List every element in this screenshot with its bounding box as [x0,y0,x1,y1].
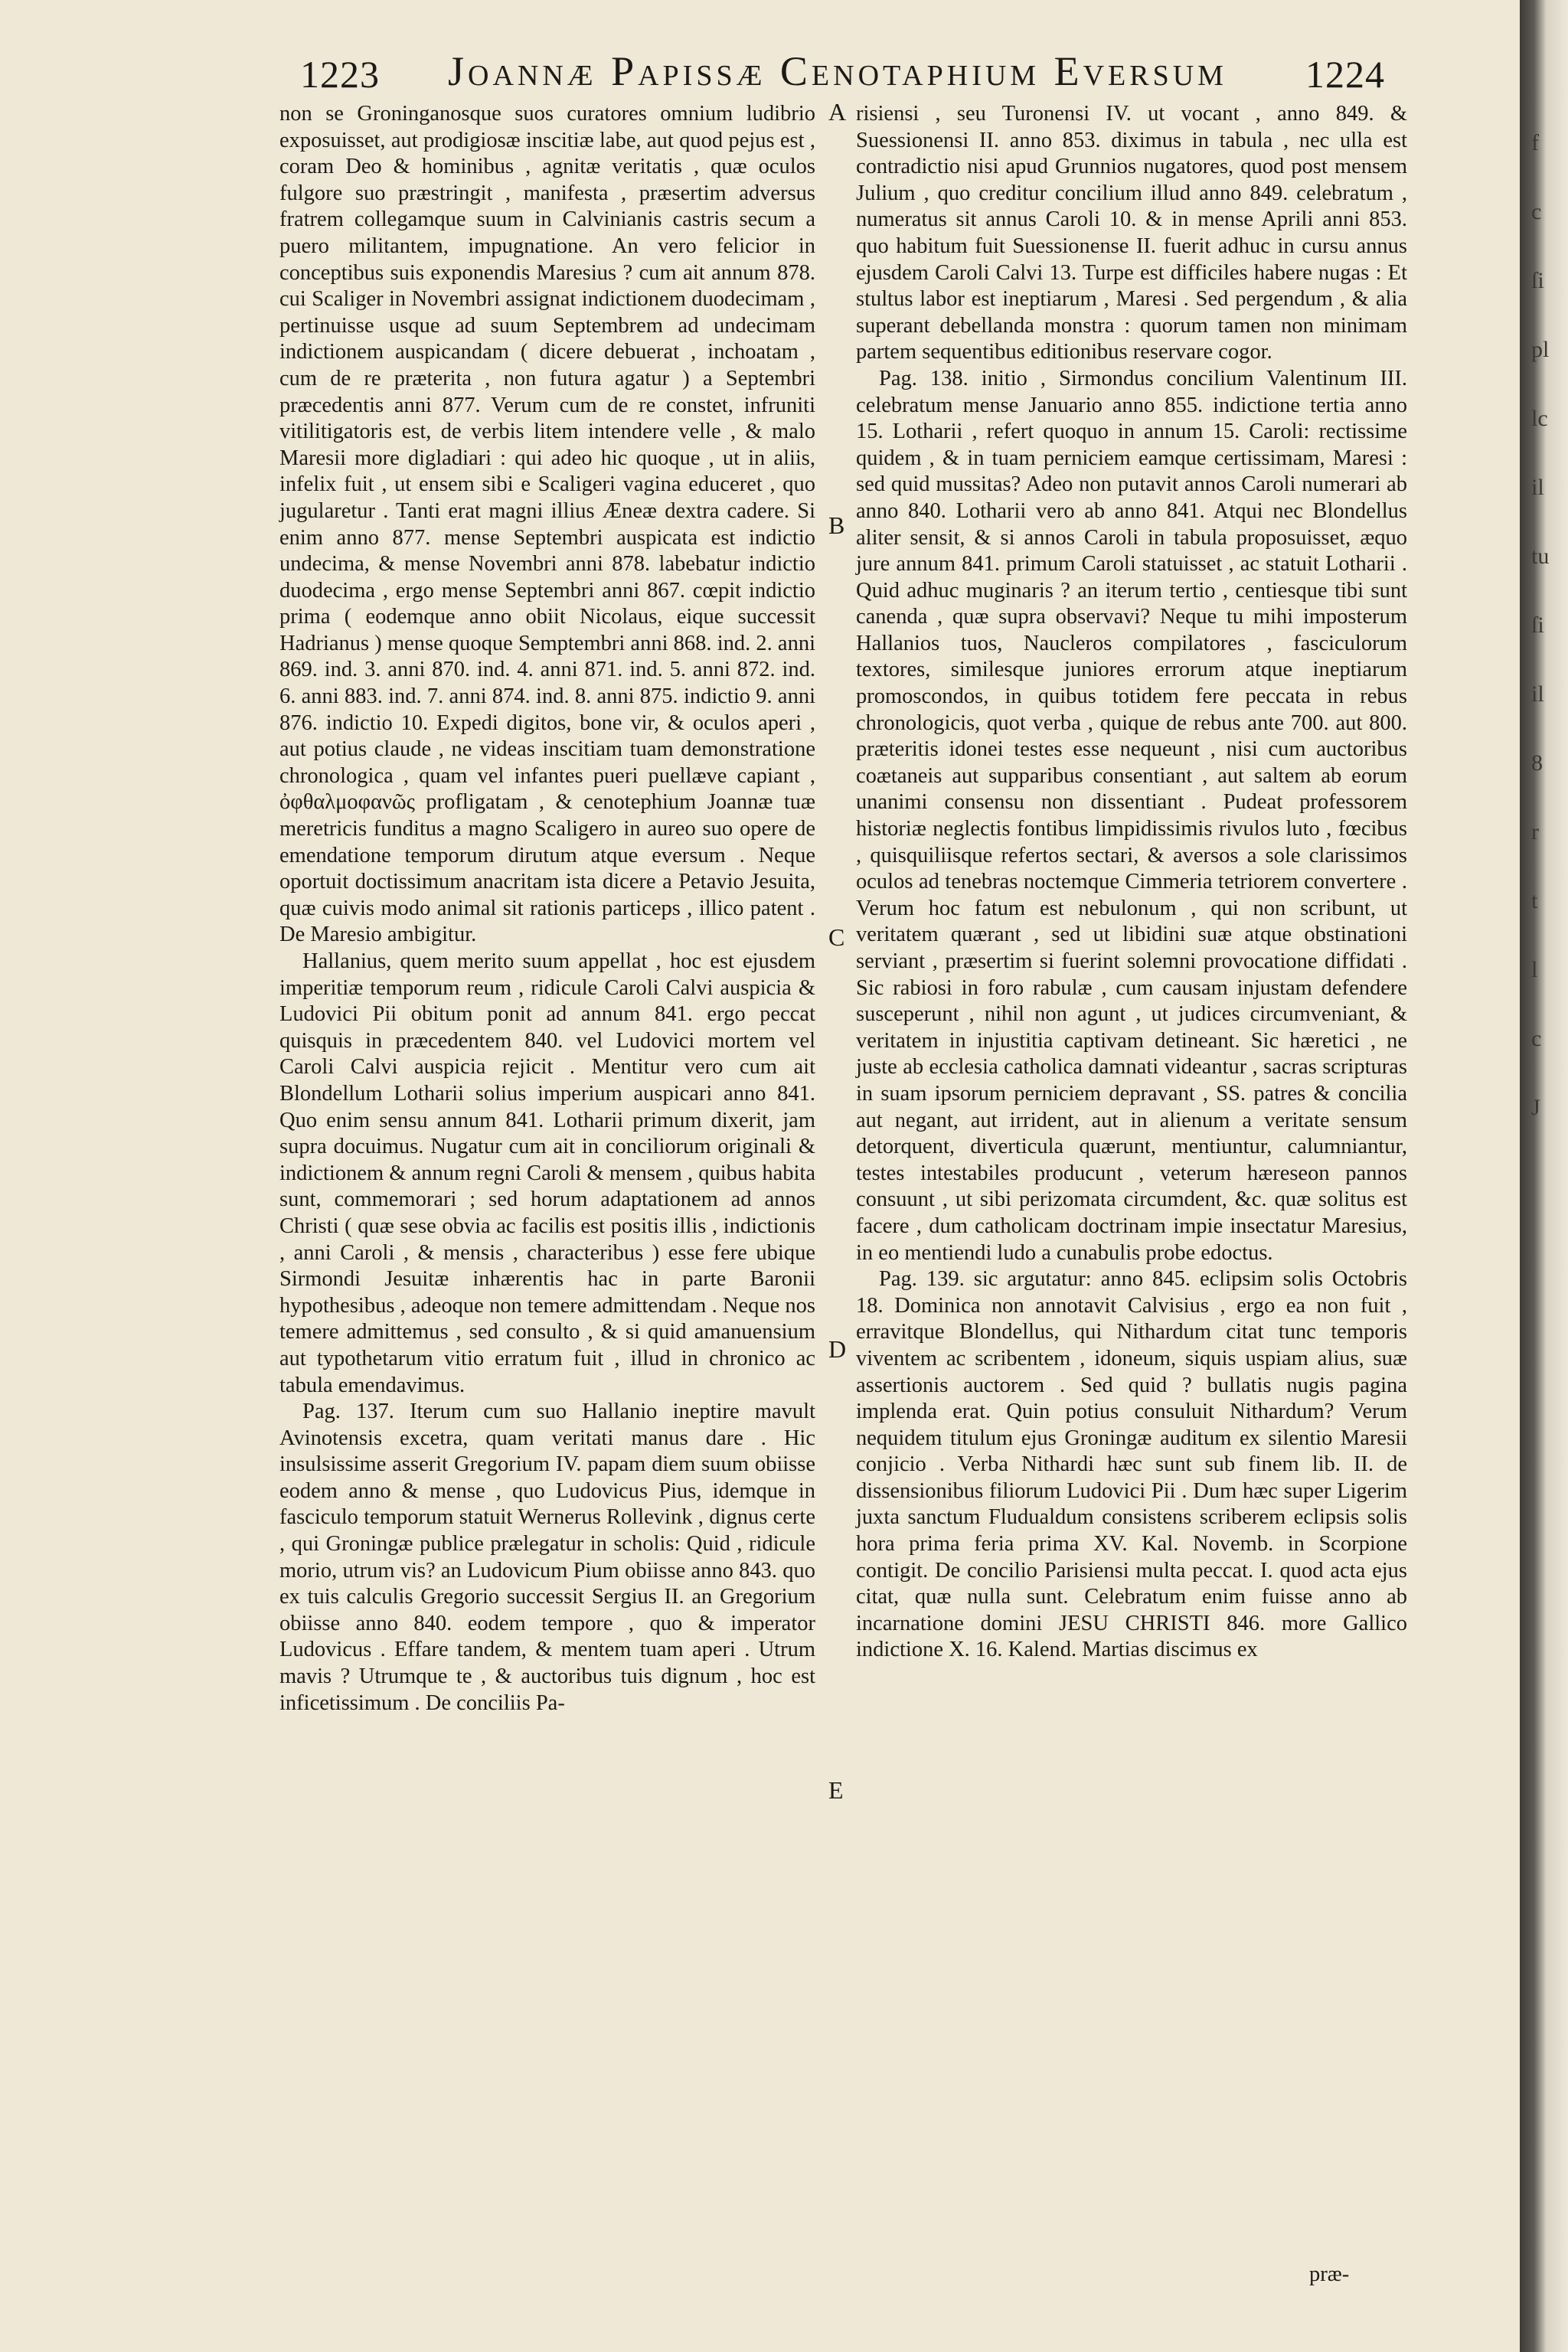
left-column [279,101,815,1717]
page-header [0,47,1520,101]
adjacent-fragment: l [1531,957,1538,982]
catchword: præ- [1309,2262,1350,2286]
adjacent-fragment: ſi [1531,612,1544,638]
margin-marker-d: D [828,1335,847,1363]
adjacent-fragment: ſi [1531,268,1544,293]
adjacent-page-fragments [1531,130,1568,1164]
adjacent-fragment: t [1531,888,1538,913]
adjacent-fragment: il [1531,681,1544,707]
margin-marker-a: A [828,98,847,126]
right-paragraph-3: Pag. 139. sic argutatur: anno 845. eclipsim solis Octobris 18. Dominica non annotavit Calvisius , ergo ea non fuit , erravitque Blondellus, qui Nithardum citat tunc temporis viventem ac scribentem , idoneum, siquis uspiam alius, suæ assertionis auctorem . Sed quid ? bullatis nugis pagina implenda erat. Quin potius consuluit Nithardum? Verum nequidem titulum ejus Groningæ auditum ex silentio Maresii conjicio . Verba Nithardi hæc sunt sub finem lib. II. de dissensionibus filiorum Ludovici Pii . Dum hæc super Ligerim juxta sanctum Fludualdum consistens scriberem eclipsis solis hora prima feria prima XV. Kal. Novemb. in Scorpione contigit. De concilio Parisiensi multa peccat. I. quod acta ejus citat, quæ nulla sunt. Celebratum enim fuisse anno ab incarnatione domini JESU CHRISTI 846. more Gallico indictione X. 16. Kalend. Martias discimus ex [856,1267,1407,1662]
right-paragraph-1: risiensi , seu Turonensi IV. ut vocant , anno 849. & Suessionensi II. anno 853. diximus in tabula , nec ulla est contradictio nisi apud Grunnios nugatores, quod post mensem Julium , quo creditur concilium illud anno 849. celebratum , numeratus sit annus Caroli 10. & in mense Aprili anni 853. quo habitum fuit Suessionense II. fuerit adhuc in cursu annus ejusdem Caroli Calvi 13. Turpe est difficiles habere nugas : Et stultus labor est ineptiarum , Maresi . Sed pergendum , & alia superant debellanda monstra : quorum tamen non minimam partem sequentibus editionibus reservare cogor. [856,102,1407,364]
page-number-left: 1223 [300,53,380,96]
adjacent-fragment: pl [1531,337,1550,362]
adjacent-fragment: tu [1531,544,1550,569]
right-paragraph-2: Pag. 138. initio , Sirmondus concilium Valentinum III. celebratum mense Januario anno 855. indictione tertia anno 15. Lotharii , refert quoquo in annum 15. Caroli: rectissime quidem , & in tuam perniciem eamque certissimam, Maresi : sed quid mussitas? Adeo non putavit annos Caroli numerari ab anno 840. Lotharii vero ab anno 841. Atqui nec Blondellus aliter sensit, & si annos Caroli in tabula proposuisset, æquo jure annum 841. primum Caroli statuisset , ac statuit Lotharii . Quid adhuc muginaris ? an iterum tertio , centiesque tibi sunt canenda , quæ supra observavi? Neque tu mihi imposterum Hallanios tuos, Naucleros compilatores , fasciculorum textores, similesque juniores errorum atque ineptiarum promoscondos, in quibus totidem fere peccata in rebus chronologicis, quot verba , quique de rebus ante 700. aut 800. præteritis idonei testes esse nequeunt , nisi cum auctoribus coætaneis aut supparibus consentiant , aut saltem ab eorum unanimi consensu non dissentiant . Pudeat professorem historiæ neglectis fontibus limpidissimis rivulos luto , fœcibus , quisquiliisque refertos sectari, & aversos a sole clarissimos oculos ad tenebras noctemque Cimmeria tetriorem convertere . Verum hoc fatum est nebulonum , qui non scribunt, ut veritatem quærant , sed ut libidini suæ atque obstinationi serviant , præsertim si fuerint solemni provocatione diffidati . Sic rabiosi in foro rabulæ , cum causam injustam defendere susceperunt , nihil non agunt , ut judices circumveniant, & veritatem in injustitia captivam detineant. Sic hæretici , ne juste ab ecclesia catholica damnati videantur , sacras scripturas in suam ipsorum perniciem depravant , SS. patres & concilia aut negant, aut irrident, aut in alienum a veritate sensum detorquent, diverticula quærunt, mentiuntur, calumniantur, testes intestabiles producunt , veterum hæreseon pannos consuunt , ut sibi perizomata circumdent, &c. quæ solitus est facere , dum catholicam doctrinam impie insectatur Maresius, in eo mentiendi ludo a cunabulis probe edoctus. [856,366,1407,1265]
adjacent-fragment: lc [1531,406,1548,431]
adjacent-fragment: c [1531,199,1542,224]
adjacent-fragment: f [1531,130,1539,155]
left-paragraph-2: Hallanius, quem merito suum appellat , hoc est ejusdem imperitiæ temporum reum , ridicule Caroli Calvi auspicia & Ludovici Pii obitum ponit ad annum 841. ergo peccat quisquis in præcedentem 840. vel Ludovici mortem vel Caroli Calvi auspicia rejicit . Mentitur vero cum ait Blondellum Lotharii solius imperium auspicari anno 841. Quo enim sensu annum 841. Lotharii primum dixerit, jam supra docuimus. Nugatur cum ait in conciliorum originali & indictionem & annum regni Caroli & mensem , quibus habita sunt, commemorari ; sed horum adaptationem ad annos Christi ( quæ sese obvia ac facilis est positis illis , indictionis , anni Caroli , & mensis , characteribus ) esse fere ubique Sirmondi Jesuitæ inhærentis hac in parte Baronii hypothesibus , adeoque non temere admittendam . Neque nos temere admittemus , sed consulto , & si quid amanuensium aut typothetarum vitio erratum fuit , illud in chronico ac tabula emendavimus. [279,949,815,1397]
adjacent-fragment: 8 [1531,750,1543,776]
right-column [856,101,1407,1664]
running-title: Joannæ Papissæ Cenotaphium Eversum [448,48,1227,94]
page-number-right: 1224 [1305,53,1385,96]
adjacent-fragment: c [1531,1026,1542,1051]
adjacent-fragment: J [1531,1095,1540,1120]
left-paragraph-1: non se Groninganosque suos curatores omnium ludibrio exposuisset, aut prodigiosæ inscitiæ labe, aut quod pejus est , coram Deo & hominibus , agnitæ veritatis , quæ oculos fulgore suo præstringit , manifesta , præsertim adversus fratrem collegamque suum in Calvinianis castris secum a puero militantem, impugnatione. An vero felicior in conceptibus suis exponendis Maresius ? cum ait annum 878. cui Scaliger in Novembri assignat indictionem duodecimam , pertinuisse usque ad suum Septembrem ad undecimam indictionem auspicandam ( dicere debuerat , inchoatam , cum de re præterita , non futura agatur ) a Septembri præcedentis anni 877. Verum cum de re constet, infruniti vitilitigatoris est, de verbis litem intendere velle , & malo Maresii more digladiari : qui adeo hic quoque , ut in aliis, infelix fuit , ut ensem sibi e Scaligeri vagina educeret , quo jugularetur . Tanti erat magni illius Æneæ dextra cadere. Si enim anno 877. mense Septembri auspicata est indictio undecima, & mense Novembri anni 878. labebatur indictio duodecima , ergo mense Septembri anni 867. cœpit indictio prima ( eodemque anno obiit Nicolaus, eique successit Hadrianus ) mense quoque Semptembri anni 868. ind. 2. anni 869. ind. 3. anni 870. ind. 4. anni 871. ind. 5. anni 872. ind. 6. anni 883. ind. 7. anni 874. ind. 8. anni 875. indictio 9. anni 876. indictio 10. Expedi digitos, bone vir, & oculos aperi , aut potius claude , ne videas inscitiam tuam demonstratione chronologica , quam vel infantes pueri puellæve capiant , ὀφθαλμοφανῶς profligatam , & cenotephium Joannæ tuæ meretricis funditus a magno Scaligero in aureo suo opere de emendatione temporum dirutum atque eversum . Neque oportuit doctissimum anacritam ista dicere a Petavio Jesuita, quæ cuivis modo animal sit rationis particeps , illico patent . De Maresio ambigitur. [279,102,815,947]
margin-marker-b: B [828,511,845,539]
adjacent-fragment: il [1531,475,1544,500]
left-paragraph-3: Pag. 137. Iterum cum suo Hallanio ineptire mavult Avinotensis excetra, quam veritati manus dare . Hic insulsissime asserit Gregorium IV. papam diem suum obiisse eodem anno & mense , quo Ludovicus Pius, idemque in fasciculo temporum statuit Wernerus Rollevink , dignus certe , qui Groningæ publice prælegatur in scholis: Quid , ridicule morio, utrum vis? an Ludovicum Pium obiisse anno 843. quo ex tuis calculis Gregorio successit Sergius II. an Gregorium obiisse anno 840. eodem tempore , quo & imperator Ludovicus . Effare tandem, & mentem tuam aperi . Utrum mavis ? Utrumque te , & auctoribus tuis dignum , hoc est inficetissimum . De conciliis Pa- [279,1400,815,1715]
margin-marker-e: E [828,1776,844,1804]
margin-marker-c: C [828,923,845,951]
adjacent-fragment: r [1531,819,1539,844]
